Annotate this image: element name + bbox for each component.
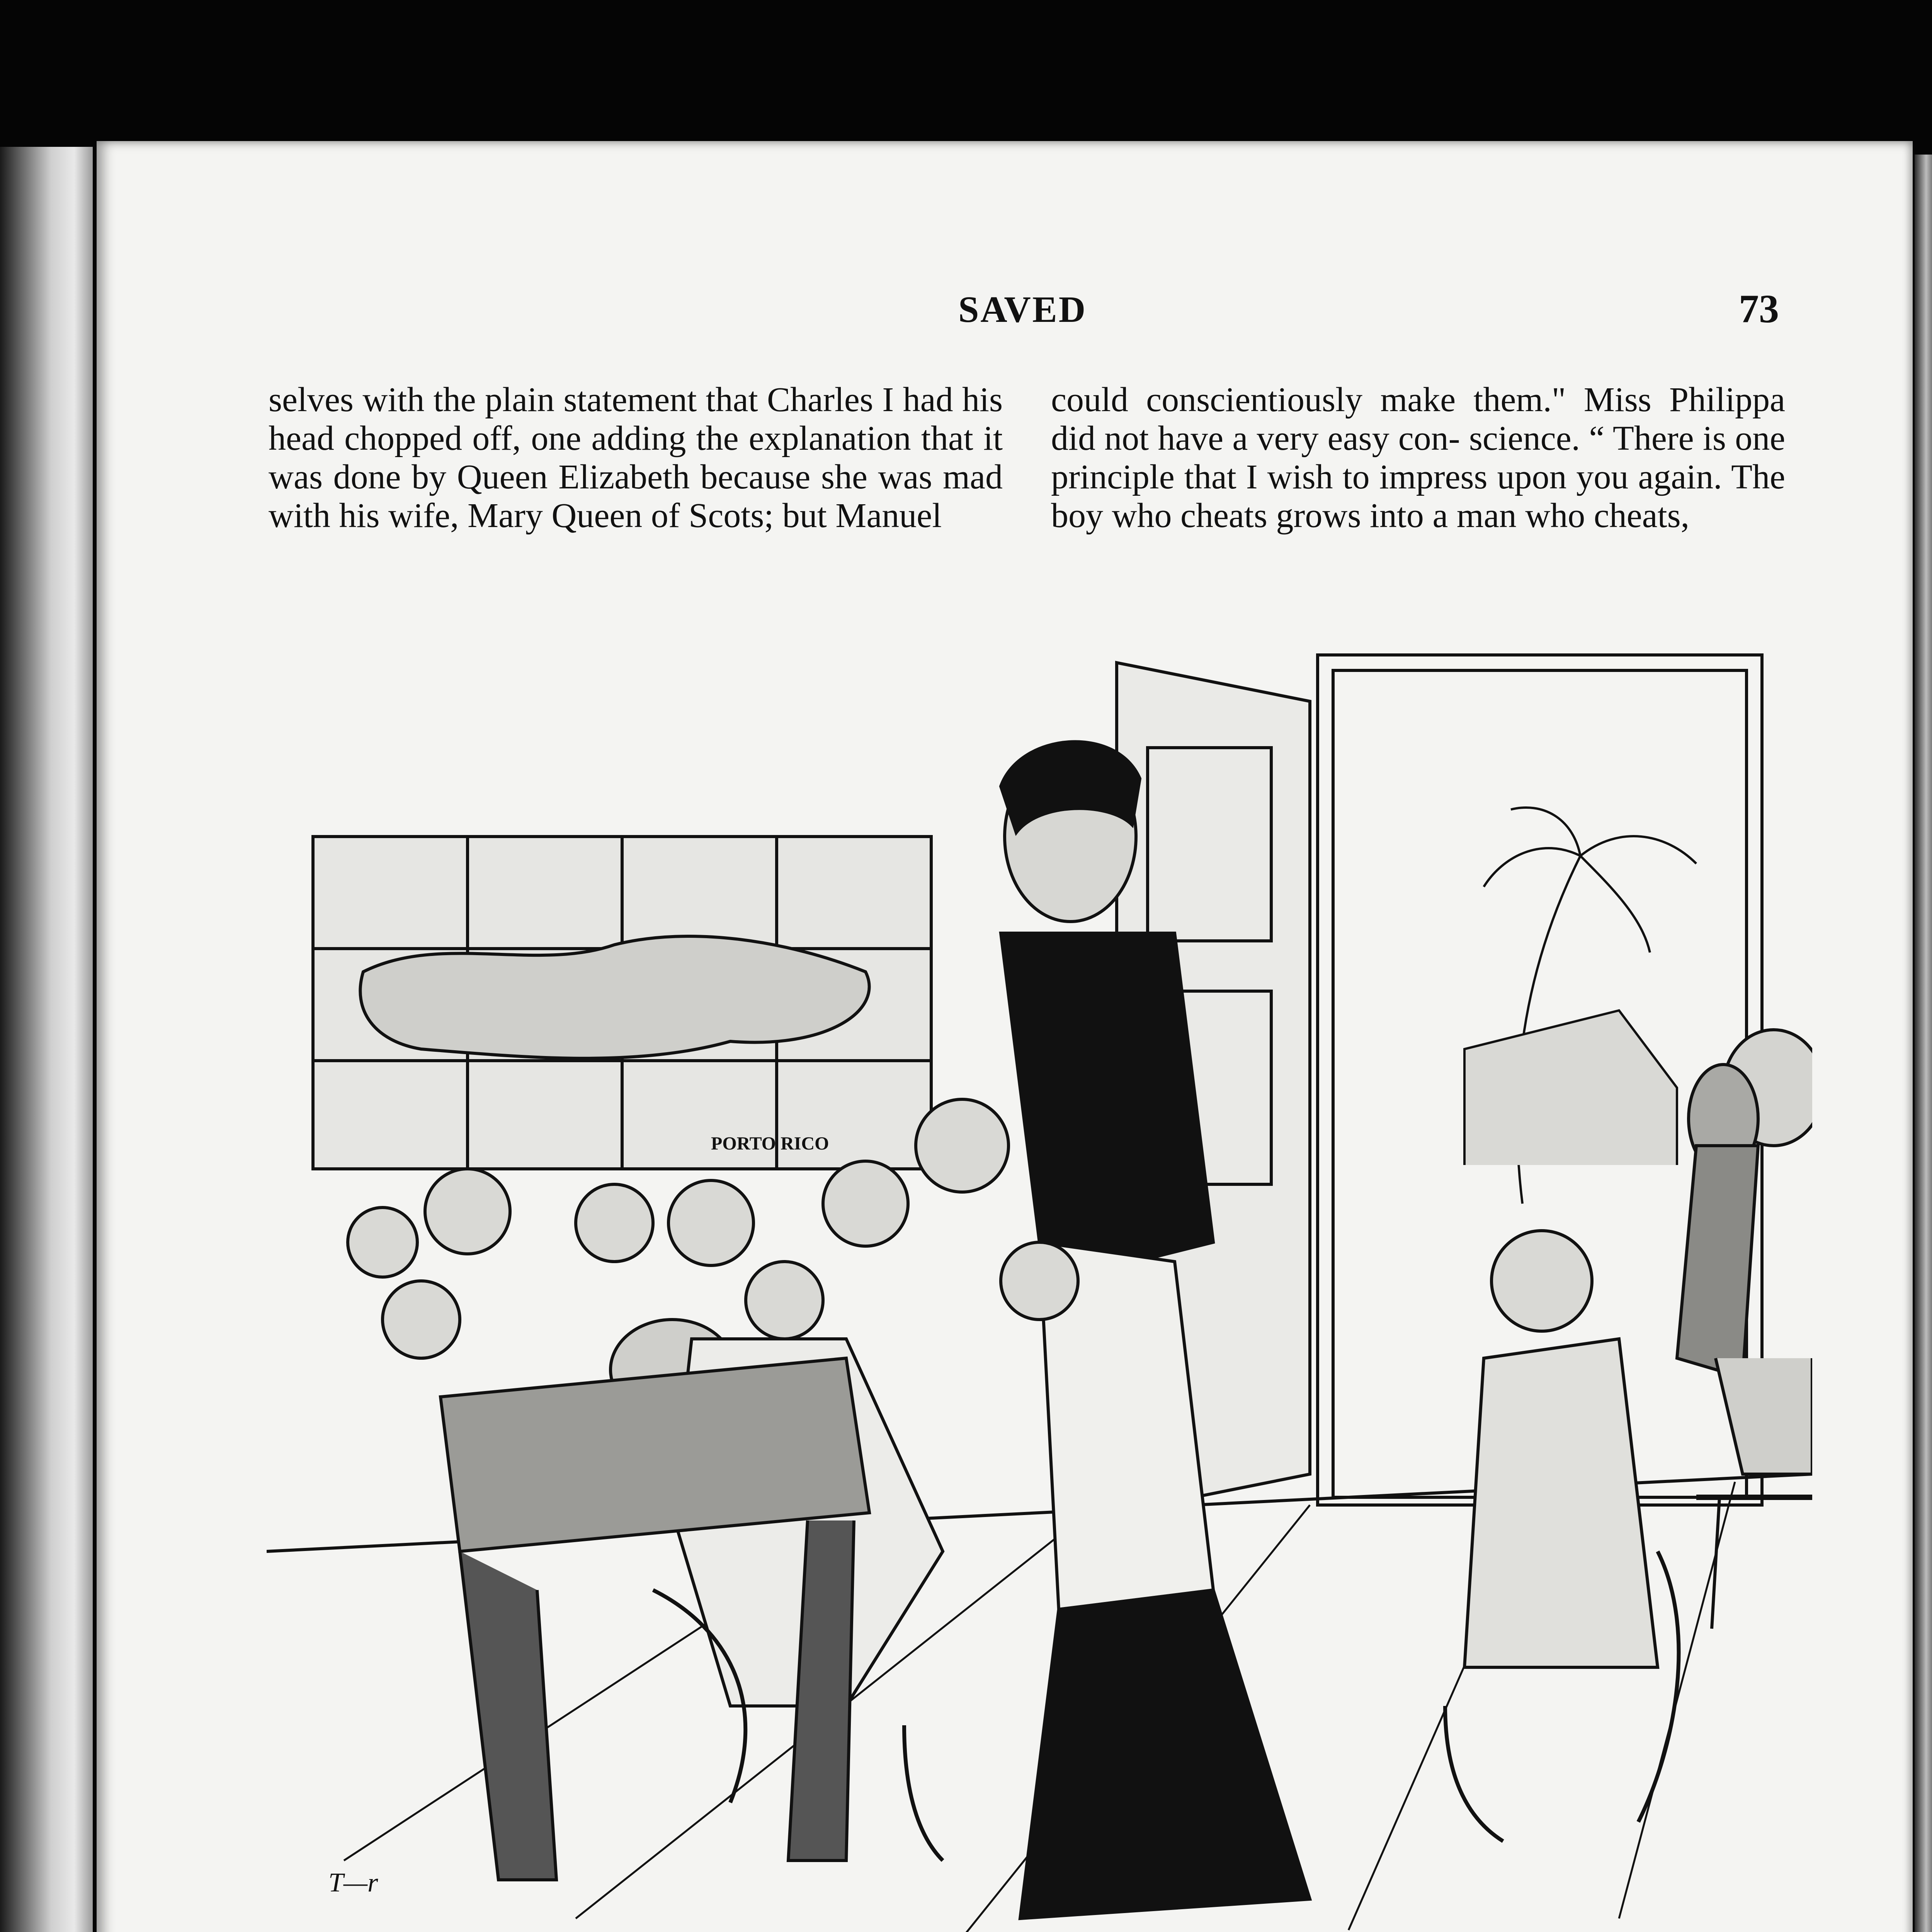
map-label: PORTO RICO [711,1133,829,1154]
top-left-text [269,381,1003,535]
text-line: Elizabeth because she was mad with his [269,458,1003,535]
illustration-drawing [267,585,1812,1932]
running-head [97,288,1913,342]
text-line: wife, Mary Queen of Scots; but Manuel [388,497,942,535]
top-right-text [1051,381,1785,535]
text-line: I had his head chopped off, one adding the [269,381,1003,457]
school-desk [440,1358,869,1880]
text-line: Philippa did not have a very easy con- [1051,381,1786,457]
text-line: who cheats grows into a man who cheats, [1112,497,1690,535]
artist-signature: T—r [328,1868,378,1898]
right-page-edge [1915,155,1932,1932]
book-page [97,141,1913,1932]
text-line: wish to impress upon you again. The boy [1051,458,1786,535]
hanging-hats [1677,1030,1812,1378]
student-group [348,1099,1658,1667]
left-page-edge [0,147,93,1932]
bucket-bench [1696,1358,1812,1629]
palm-trees [1464,808,1696,1204]
page-number: 73 [1739,287,1779,331]
text-line: explanation that it was done by Queen [269,419,1003,496]
text-line: selves with the plain statement that Charles [269,381,873,419]
classroom-illustration [267,585,1812,1932]
text-line: could conscientiously make them." Miss [1051,381,1651,419]
running-title: SAVED [958,289,1087,330]
text-line: science. “ There is one principle that I [1051,419,1786,496]
wall-map [313,837,931,1169]
